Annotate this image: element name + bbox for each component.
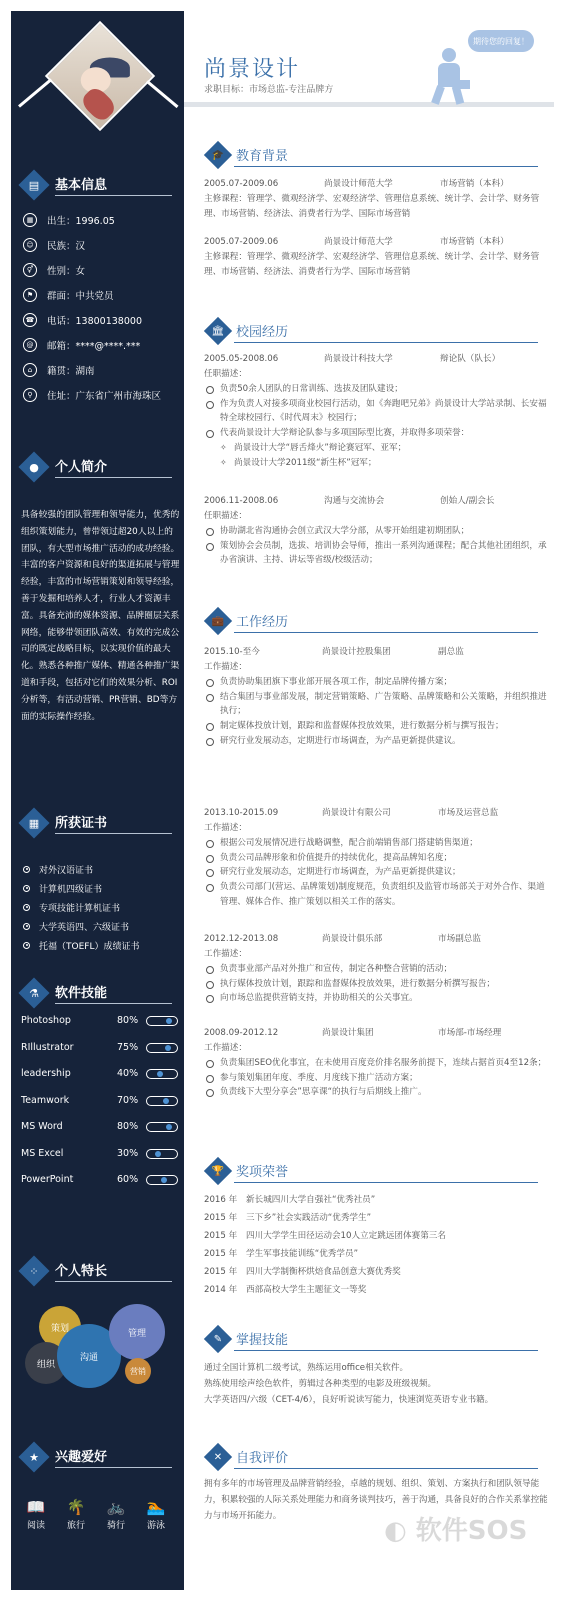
swimming-icon: 🏊 <box>146 1498 166 1516</box>
cert-text: 托福（TOEFL）成绩证书 <box>39 941 140 952</box>
skill-bar <box>146 1043 178 1053</box>
dots-icon: ⁘ <box>29 1264 39 1278</box>
work-label: 工作描述： <box>204 823 247 833</box>
traits-title: 个人特长 <box>55 1264 108 1279</box>
award-year: 2015 年 <box>204 1231 238 1241</box>
work-date: 2008.09-2012.12 <box>204 1028 279 1038</box>
circle-bullet-icon <box>23 942 30 949</box>
skill-level-knob <box>157 1071 163 1077</box>
basic-info-text: 出生：1996.05 <box>47 216 115 227</box>
basic-info-heading <box>11 171 184 199</box>
work-entry-header <box>204 1026 549 1041</box>
skill-name: MS Word <box>21 1121 63 1132</box>
skill-level-knob <box>161 1177 167 1183</box>
campus-entry-header <box>204 494 549 509</box>
palm-tree-icon: 🌴 <box>66 1498 86 1516</box>
self-eval-title: 自我评价 <box>236 1451 289 1466</box>
hobby-swimming: 🏊 游泳 <box>141 1496 171 1531</box>
work-bullet: 研究行业发展动态，定期进行市场调查，为产品更新提供建议。 <box>204 734 549 749</box>
campus-date: 2005.05-2008.06 <box>204 354 279 364</box>
certs-title: 所获证书 <box>55 816 108 831</box>
award-year: 2014 年 <box>204 1285 238 1295</box>
awards-title: 奖项荣誉 <box>236 1165 289 1180</box>
work-heading <box>196 608 576 638</box>
certs-heading <box>11 809 184 837</box>
work-entry <box>204 645 549 749</box>
circle-bullet-icon <box>23 866 30 873</box>
skills-title: 软件技能 <box>55 986 108 1001</box>
campus-bullet: 负责50余人团队的日常训练、选拔及团队建设； <box>204 382 549 397</box>
hobbies-heading <box>11 1443 184 1471</box>
skill-percent: 80% <box>117 1121 139 1132</box>
campus-entry-header <box>204 352 549 367</box>
skill-percent: 60% <box>117 1174 139 1185</box>
award-text: 西部高校大学生主题征文一等奖 <box>246 1285 367 1295</box>
skill-bar <box>146 1122 178 1132</box>
resume-name: 尚景设计 <box>204 57 301 82</box>
cert-text: 专项技能计算机证书 <box>39 903 121 914</box>
basic-info-row <box>23 361 95 379</box>
skill-item <box>21 1172 179 1188</box>
work-bullet: 研究行业发展动态，定期进行市场调查，为产品更新提供建议； <box>204 865 549 880</box>
basic-info-title: 基本信息 <box>55 178 108 193</box>
campus-entry <box>204 494 549 568</box>
circle-bullet-icon <box>23 904 30 911</box>
id-card-icon: ▤ <box>28 178 40 192</box>
education-school: 尚景设计师范大学 <box>324 179 393 189</box>
award-year: 2016 年 <box>204 1195 238 1205</box>
work-bullet: 负责公司部门(营运、品牌策划)制度规范，负责组织及监管市场部关于对外合作、渠道管理、媒体合作、推广策划以相关工作的落实。 <box>204 880 549 910</box>
work-bullet: 根据公司发展情况进行战略调整，配合前端销售部门搭建销售渠道； <box>204 836 549 851</box>
skill-item <box>21 1013 179 1029</box>
skill-percent: 80% <box>117 1015 139 1026</box>
award-year: 2015 年 <box>204 1213 238 1223</box>
campus-bullet: 策划协会会员制，选拔、培训协会导师，推出一系列沟通课程；配合其他社团组织，承办省演讲、主持、讲坛等省级/校级活动； <box>204 539 549 569</box>
work-title: 工作经历 <box>236 615 289 630</box>
work-bullet: 负责集团SEO优化事宜，在未使用百度竞价排名服务前提下，连续占据首页4至12条； <box>204 1056 549 1071</box>
work-org: 尚景设计集团 <box>322 1028 374 1038</box>
basic-info-text: 籍贯：湖南 <box>47 366 95 377</box>
education-date: 2005.07-2009.06 <box>204 179 279 189</box>
award-text: 三下乡”社会实践活动“优秀学生” <box>246 1213 372 1223</box>
cert-item <box>23 899 120 915</box>
skill-percent: 30% <box>117 1147 139 1159</box>
self-eval-text: 拥有多年的市场管理及品牌营销经验，卓越的规划、组织、策划、方案执行和团队领导能力，积累较强的人际关系处理能力和商务谈判技巧，善于沟通，具备良好的合作关系掌控能力与市场开拓能力。 <box>204 1479 548 1521</box>
self-eval-heading <box>196 1444 576 1474</box>
skill-bar <box>146 1175 178 1185</box>
skill-line: 大学英语四/六级（CET-4/6），良好听说读写能力，快速浏览英语专业书籍。 <box>204 1395 494 1405</box>
cert-text: 对外汉语证书 <box>39 865 94 876</box>
skill-percent: 40% <box>117 1068 139 1079</box>
work-role: 副总监 <box>438 647 464 657</box>
skill-item <box>21 1093 179 1109</box>
skill-name: Photoshop <box>21 1015 71 1026</box>
work-bullet: 制定媒体投放计划，跟踪和监督媒体投放效果，进行数据分析与撰写报告； <box>204 719 549 734</box>
skill-level-knob <box>163 1098 169 1104</box>
skills-main-text <box>204 1360 549 1408</box>
job-objective: 求职目标：市场总监-专注品牌方 <box>204 85 334 95</box>
flask-icon: ⚗ <box>29 986 39 1000</box>
skill-line: 通过全国计算机二级考试，熟练运用office相关软件。 <box>204 1363 409 1373</box>
sidebar <box>11 11 184 1590</box>
avatar-frame <box>21 19 181 129</box>
basic-info-row <box>23 286 114 304</box>
header-divider <box>184 102 554 107</box>
award-year: 2015 年 <box>204 1249 238 1259</box>
work-bullet: 负责协助集团旗下事业部开展各项工作，制定品牌传播方案； <box>204 675 549 690</box>
work-label: 工作描述： <box>204 662 247 672</box>
basic-info-text: 群面：中共党员 <box>47 291 114 302</box>
skill-bar <box>146 1096 178 1106</box>
traits-bubbles <box>11 1296 184 1426</box>
skill-bar <box>146 1069 178 1079</box>
pencil-icon: ✎ <box>213 1333 223 1345</box>
skill-bar <box>146 1016 178 1026</box>
campus-bullet: 协助湖北省沟通协会创立武汉大学分部，从零开始组建初期团队； <box>204 524 549 539</box>
work-label: 工作描述： <box>204 1043 247 1053</box>
phone-icon: ☎ <box>23 313 37 327</box>
graduation-cap-icon: 🎓 <box>211 149 225 161</box>
intro-text: 具备较强的团队管理和领导能力，优秀的组织策划能力，曾带领过超20人以上的团队，有大型市场推广活动的成功经验。丰富的客户资源和良好的渠道拓展与管理经验，丰富的市场营销策划和领导经验，善于发掘和培养人才，行业人才资源丰富。具备充沛的媒体资源、品牌圈层关系网络，能够带领团队高效、有效的完成公司的既定战略目标，以实现价值的最大化。熟悉各种推广媒体、精通各种推广渠道和手段，包括对它们的效果分析、ROI分析等，有活动营销、PR营销、BD等方面的实际操作经验。 <box>21 510 180 722</box>
campus-sub-bullet: ✧ 尚景设计大学“唇舌烽火”辩论赛冠军、亚军； <box>204 441 549 456</box>
work-org: 尚景设计控股集团 <box>322 647 391 657</box>
intro-heading <box>11 453 184 481</box>
award-text: 四川大学学生田径运动会10人立定跳远团体赛第三名 <box>246 1231 446 1241</box>
trait-bubble: 组织 <box>25 1342 67 1384</box>
work-entry <box>204 806 549 910</box>
star-icon: ★ <box>29 1450 39 1464</box>
cert-item <box>23 861 93 877</box>
tools-icon: ✕ <box>213 1451 223 1463</box>
building-icon: 🏛 <box>211 325 225 337</box>
email-icon: @ <box>23 338 37 352</box>
traits-heading <box>11 1257 184 1285</box>
basic-info-text: 邮箱：****@****.*** <box>47 341 141 352</box>
cert-item <box>23 880 102 896</box>
campus-bullet: 代表尚景设计大学辩论队参与多项国际型比赛，并取得多项荣誉： <box>204 426 549 441</box>
book-icon: 📖 <box>26 1498 46 1516</box>
work-entry <box>204 1026 549 1100</box>
work-entry-header <box>204 932 549 947</box>
cert-item <box>23 918 129 934</box>
skill-level-knob <box>166 1018 172 1024</box>
education-entry <box>204 177 549 222</box>
education-heading <box>196 142 576 172</box>
campus-role: 创始人/副会长 <box>440 496 495 506</box>
education-entry-header <box>204 177 549 192</box>
skill-item <box>21 1066 179 1082</box>
hobby-cycling: 🚲 骑行 <box>101 1496 131 1531</box>
cert-text: 计算机四级证书 <box>39 884 103 895</box>
home-icon: ⌂ <box>23 363 37 377</box>
work-date: 2013.10-2015.09 <box>204 808 279 818</box>
hobby-travel: 🌴 旅行 <box>61 1496 91 1531</box>
work-role: 市场部-市场经理 <box>438 1028 502 1038</box>
cert-item <box>23 937 139 953</box>
skills-main-heading <box>196 1326 576 1356</box>
skill-item <box>21 1146 179 1162</box>
party-icon: ⚑ <box>23 288 37 302</box>
education-major: 市场营销（本科） <box>440 179 509 189</box>
skill-item <box>21 1040 179 1056</box>
campus-sub-bullet: ✧ 尚景设计大学2011级“新生杯”冠军； <box>204 456 549 471</box>
work-bullet: 参与策划集团年度、季度、月度线下推广活动方案； <box>204 1071 549 1086</box>
work-role: 市场及运营总监 <box>438 808 499 818</box>
skill-level-knob <box>166 1124 172 1130</box>
trait-bubble: 管理 <box>109 1304 165 1360</box>
location-icon: ⚲ <box>23 388 37 402</box>
education-major: 市场营销（本科） <box>440 237 509 247</box>
skill-level-knob <box>155 1151 161 1157</box>
campus-heading <box>196 318 576 348</box>
award-text: 新长城四川大学自强社“优秀社员” <box>246 1195 376 1205</box>
skill-percent: 75% <box>117 1041 139 1053</box>
skill-bar <box>146 1149 178 1159</box>
work-bullet: 执行媒体投放计划，跟踪和监督媒体投放效果，进行数据分析撰写报告； <box>204 977 549 992</box>
people-icon: ☺ <box>23 238 37 252</box>
trophy-icon: 🏆 <box>211 1165 225 1177</box>
work-bullet: 结合集团与事业部发展，制定营销策略、广告策略、品牌策略和公关策略，并组织推进执行； <box>204 690 549 720</box>
cert-text: 大学英语四、六级证书 <box>39 922 130 933</box>
trait-bubble: 沟通 <box>57 1324 121 1388</box>
campus-bullet: 作为负责人对接多项商业校园行活动，如《奔跑吧兄弟》尚景设计大学站录制、长安福特全球校园行、《时代周末》校园行； <box>204 397 549 427</box>
skills-main-title: 掌握技能 <box>236 1333 289 1348</box>
skills-heading <box>11 979 184 1007</box>
basic-info-text: 民族：汉 <box>47 241 86 252</box>
campus-role: 辩论队（队长） <box>440 354 501 364</box>
skill-name: MS Excel <box>21 1147 64 1159</box>
skill-level-knob <box>165 1045 171 1051</box>
businessman-figure <box>428 48 468 104</box>
work-entry-header <box>204 806 549 821</box>
education-entry <box>204 235 549 280</box>
intro-title: 个人简介 <box>55 460 108 475</box>
work-date: 2012.12-2013.08 <box>204 934 279 944</box>
campus-date: 2006.11-2008.06 <box>204 496 279 506</box>
education-courses: 主修课程：管理学、微观经济学、宏观经济学、管理信息系统、统计学、会计学、财务管理、市场营销、经济法、消费者行为学、国际市场营销 <box>204 252 540 277</box>
education-date: 2005.07-2009.06 <box>204 237 279 247</box>
basic-info-row <box>23 311 142 329</box>
skill-line: 熟练使用绘声绘色软件，剪辑过各种类型的电影及班级视频。 <box>204 1379 437 1389</box>
hobby-reading: 📖 阅读 <box>21 1496 51 1531</box>
campus-entry <box>204 352 549 471</box>
work-date: 2015.10-至今 <box>204 647 260 657</box>
basic-info-row <box>23 236 85 254</box>
work-entry <box>204 932 549 1006</box>
campus-org: 沟通与交流协会 <box>324 496 385 506</box>
work-bullet: 负责公司品牌形象和价值提升的持续优化，提高品牌知名度； <box>204 851 549 866</box>
education-title: 教育背景 <box>236 149 289 164</box>
work-role: 市场副总监 <box>438 934 481 944</box>
work-org: 尚景设计有限公司 <box>322 808 391 818</box>
skill-name: Teamwork <box>21 1094 70 1106</box>
skill-percent: 70% <box>117 1094 139 1106</box>
awards-heading <box>196 1158 576 1188</box>
hobbies-title: 兴趣爱好 <box>55 1450 108 1465</box>
user-icon: ● <box>29 460 39 474</box>
campus-label: 任职描述： <box>204 369 247 379</box>
circle-bullet-icon <box>23 923 30 930</box>
avatar <box>45 21 155 131</box>
main-content <box>196 0 576 1600</box>
work-label: 工作描述： <box>204 949 247 959</box>
education-entry-header <box>204 235 549 250</box>
circle-bullet-icon <box>23 885 30 892</box>
briefcase-icon: 💼 <box>211 615 225 627</box>
award-year: 2015 年 <box>204 1267 238 1277</box>
certificate-icon: ▦ <box>28 816 40 830</box>
gender-icon: ⚥ <box>23 263 37 277</box>
award-text: 学生军事技能训练“优秀学员” <box>246 1249 359 1259</box>
trait-bubble: 策划 <box>39 1306 81 1348</box>
bicycle-icon: 🚲 <box>106 1498 126 1516</box>
basic-info-text: 性别：女 <box>47 266 86 277</box>
campus-org: 尚景设计科技大学 <box>324 354 393 364</box>
work-bullet: 向市场总监提供营销支持，并协助相关的公关事宜。 <box>204 991 549 1006</box>
work-bullet: 负责事业部产品对外推广和宣传，制定各种整合营销的活动； <box>204 962 549 977</box>
calendar-icon: ▦ <box>23 213 37 227</box>
campus-label: 任职描述： <box>204 511 247 521</box>
skill-name: leadership <box>21 1068 71 1079</box>
education-courses: 主修课程：管理学、微观经济学、宏观经济学、管理信息系统、统计学、会计学、财务管理、市场营销、经济法、消费者行为学、国际市场营销 <box>204 194 540 219</box>
basic-info-text: 电话：13800138000 <box>47 316 142 327</box>
award-text: 四川大学制衡杯烘焙食品创意大赛优秀奖 <box>246 1267 401 1277</box>
work-org: 尚景设计俱乐部 <box>322 934 383 944</box>
basic-info-text: 住址：广东省广州市海珠区 <box>47 391 162 402</box>
skill-name: RIllustrator <box>21 1041 74 1053</box>
education-school: 尚景设计师范大学 <box>324 237 393 247</box>
skill-name: PowerPoint <box>21 1174 74 1185</box>
basic-info-row <box>23 211 115 229</box>
campus-title: 校园经历 <box>236 325 289 340</box>
watermark: ◐ 软件SOS <box>384 1516 528 1546</box>
basic-info-row <box>23 336 140 354</box>
speech-bubble: 期待您的回复！ <box>468 30 534 52</box>
basic-info-row <box>23 386 161 404</box>
watermark-logo-icon: ◐ <box>384 1516 407 1546</box>
basic-info-row <box>23 261 85 279</box>
skill-item <box>21 1119 179 1135</box>
work-entry-header <box>204 645 549 660</box>
trait-bubble: 营销 <box>125 1358 151 1384</box>
work-bullet: 负责线下大型分享会”思享课“的执行与后期线上推广。 <box>204 1085 549 1100</box>
